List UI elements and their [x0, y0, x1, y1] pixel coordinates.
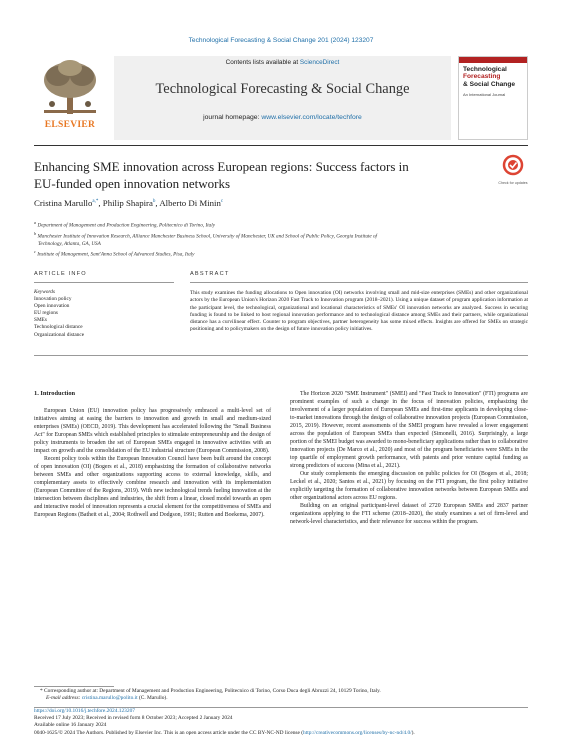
footnotes: [34, 688, 528, 702]
license-line: [34, 730, 528, 737]
article-info-heading: ARTICLE INFO: [34, 271, 87, 277]
corresponding-author-note: * Corresponding author at: Department of Management and Production Engineering, Politecnico di Torino, Corso Duca degli Abruzzi 24, 10129 Torino, Italy.: [40, 688, 381, 694]
abstract-heading: ABSTRACT: [190, 271, 230, 277]
article-info-rule: [34, 282, 174, 283]
contents-prefix: Contents lists available at: [225, 59, 300, 66]
email-suffix: (C. Marullo).: [137, 695, 168, 702]
received-dates: Received 17 July 2023; Received in revised form 8 October 2023; Accepted 2 January 2024: [34, 715, 233, 722]
author-2[interactable]: Philip Shapira: [102, 198, 153, 208]
author-3[interactable]: Alberto Di Minin: [159, 198, 221, 208]
keyword: SMEs: [34, 317, 47, 324]
affil-sup: c: [34, 249, 36, 255]
cover-title-1: Technological: [463, 66, 507, 73]
journal-homepage: [114, 114, 451, 121]
affiliation-b: [34, 230, 504, 241]
abstract-rule: [190, 282, 528, 283]
homepage-prefix: journal homepage:: [203, 114, 262, 121]
email-label: E-mail address:: [46, 695, 82, 702]
affil-sup: a: [34, 220, 37, 225]
journal-title: Technological Forecasting & Social Change: [155, 81, 410, 97]
affiliation-c: [34, 248, 504, 259]
available-online: Available online 16 January 2024: [34, 722, 107, 729]
abstract-body: This study examines the funding allocations to Open innovation (OI) networks involving small and mid-size enterprises (SMEs) and other organizational actors by the European Union's Horizon 2020 Fast Track to Innovation program (2018–2021). Using a unique dataset of program application information at the participant level, the technological, organizational and locational characteristics of SMEs' OI innovation networks are analyzed. Success in securing funding is found to be linked to host regional innovation performance and to technological distance among SMEs and their partners, while organizational distance has a curvilinear effect. Counter to program objectives, partner heterogeneity has some mixed effects. Insights are offered for SMEs on strategic positioning and to policymakers on the design of future innovation policy initiatives.: [190, 290, 528, 333]
homepage-link[interactable]: www.elsevier.com/locate/techfore: [261, 114, 362, 121]
keywords-label: Keywords: [34, 289, 55, 295]
sciencedirect-link[interactable]: ScienceDirect: [299, 59, 340, 66]
keyword: Innovation policy: [34, 296, 72, 303]
author-1-sup[interactable]: a,*: [92, 199, 99, 205]
section-heading-introduction: 1. Introduction: [34, 390, 76, 397]
keyword: Open innovation: [34, 303, 70, 310]
author-2-sup[interactable]: b: [152, 199, 156, 205]
doi-link[interactable]: https://doi.org/10.1016/j.techfore.2024.123207: [34, 708, 135, 714]
article-title: [34, 158, 454, 192]
contents-line: [114, 59, 451, 66]
publisher-name: ELSEVIER: [44, 120, 96, 130]
cover-title-2: Forecasting: [463, 73, 501, 80]
affil-sup: b: [34, 230, 37, 236]
keywords-block: [34, 289, 84, 339]
affiliation-a: [34, 219, 504, 230]
check-for-updates-badge[interactable]: [498, 154, 528, 184]
author-1[interactable]: Cristina Marullo: [34, 198, 93, 208]
affil-text: Manchester Institute of Innovation Research, Alliance Manchester Business School, University of Manchester, UK and School of Public Policy, Georgia Institute of: [37, 233, 377, 240]
right-column: [290, 390, 528, 526]
paragraph: Recent policy tools within the European Innovation Council have been built around the concept of open innovation (OI) (Bogers et al., 2018) emphasizing the formation of collaborative networks between SMEs and other organizations supporting access to external knowledge, skills, and complementary assets to effectively combine research and innovation with its implementation (European Committee of the Regions, 2019). With new technological trends fueling innovation at the intersection between disciplines and industries, the shift from a linear, closed model towards an open and interactive model of innovation represents a crucial element for the competitiveness of SMEs and European Regions (Batheit et al., 2004; Rothwell and Dodgson, 1991; Rutten and Boekema, 2007).: [34, 456, 271, 519]
left-column: [34, 390, 271, 519]
keyword: EU regions: [34, 310, 58, 317]
title-line-1: Enhancing SME innovation across European regions: Success factors in: [34, 159, 409, 174]
keyword: Organizational distance: [34, 331, 85, 338]
abstract-bottom-rule: [34, 355, 528, 356]
email-line: [34, 695, 528, 702]
journal-cover[interactable]: [458, 56, 528, 140]
affil-text: Department of Management and Production Engineering, Politecnico di Torino, Italy: [37, 222, 216, 229]
author-list: Cristina Marullo$^{a,*}$, Philip Shapira$^b$, Alberto Di Minin$^c$: [34, 198, 224, 208]
tree-logo-icon: [34, 58, 106, 118]
paragraph: Building on an original participant-level dataset of 2720 European SMEs and 2837 partner organizations applying to the FTI scheme (2018–2020), the study examines a set of firm-level and network-level characteristics, and their relevance for success within the program.: [290, 503, 528, 526]
paragraph: Our study complements the emerging discussion on public policies for OI (Bogers et al., 2018; Leckel et al., 2020; Santos et al., 2021) by focusing on the FTI program, the first policy initiative explicitly targeting the formation of collaborative innovation networks between European SMEs and other organizational actors across EU regions.: [290, 471, 528, 502]
header-rule: [34, 145, 528, 146]
license-suffix: ).: [411, 729, 415, 736]
publication-info: [34, 708, 528, 737]
paragraph: European Union (EU) innovation policy has progressively embraced a multi-level set of initiatives aiming at easing the barriers to innovation and growth in small and medium-sized enterprises (SMEs) (OECD, 2019). This development has accelerated following the "Small Business Act" for European SMEs which established principles to stimulate entrepreneurship and the design of policy instruments to broaden the set of European SMEs engaged in innovative activities with an impact on growth and the consolidation of the EU industrial structure (European Commission, 2008).: [34, 408, 271, 455]
check-updates-icon: [498, 154, 528, 176]
check-updates-label: Check for updates: [498, 181, 528, 185]
cover-bar: [459, 57, 527, 63]
email-link[interactable]: cristina.marullo@polito.it: [81, 695, 138, 702]
title-line-2: EU-funded open innovation networks: [34, 176, 231, 191]
keyword: Technological distance: [34, 324, 83, 331]
header-band: [114, 56, 451, 140]
license-prefix: 0040-1625/© 2024 The Authors. Published by Elsevier Inc. This is an open access article under the CC BY-NC-ND license (: [34, 729, 304, 736]
footnote-rule: [34, 686, 114, 687]
elsevier-tree-logo[interactable]: [34, 58, 106, 136]
cover-subtitle: An International Journal: [463, 92, 506, 97]
cover-title-3: & Social Change: [463, 81, 516, 88]
license-link[interactable]: http://creativecommons.org/licenses/by-nc-nd/4.0/: [303, 729, 412, 736]
paragraph: The Horizon 2020 "SME Instrument" (SMEI) and "Fast Track to Innovation" (FTI) programs are prominent examples of such a change in the focus of innovation policies, emphasizing the involvement of a larger population of European SMEs and first-time applicants in developing close-to-market innovations through the design of collaborative innovation projects (European Commission, 2015, 2019). However, recent assessments of the SMEI program have revealed a lower engagement across the population of European SMEs than expected (Simonelli, 2016). Surprisingly, a large portion of the SMEI budget was awarded to mono-beneficiary applications rather than to collaborative innovation projects (De Marco et al., 2020) and most of the program beneficiaries were SMEs in the top quartile of employment growth performance, with patents and prior venture capital funding as strong predictors of success (Mina et al., 2021).: [290, 391, 528, 470]
affiliation-b-cont: Technology, Atlanta, GA, USA: [38, 240, 101, 247]
affiliation-list: [34, 219, 504, 259]
journal-header: [34, 56, 528, 144]
journal-citation[interactable]: Technological Forecasting & Social Change 201 (2024) 123207: [188, 37, 374, 44]
affil-text: Institute of Management, Sant'Anna School of Advanced Studies, Pisa, Italy: [37, 251, 195, 258]
author-3-sup[interactable]: c: [220, 199, 224, 205]
